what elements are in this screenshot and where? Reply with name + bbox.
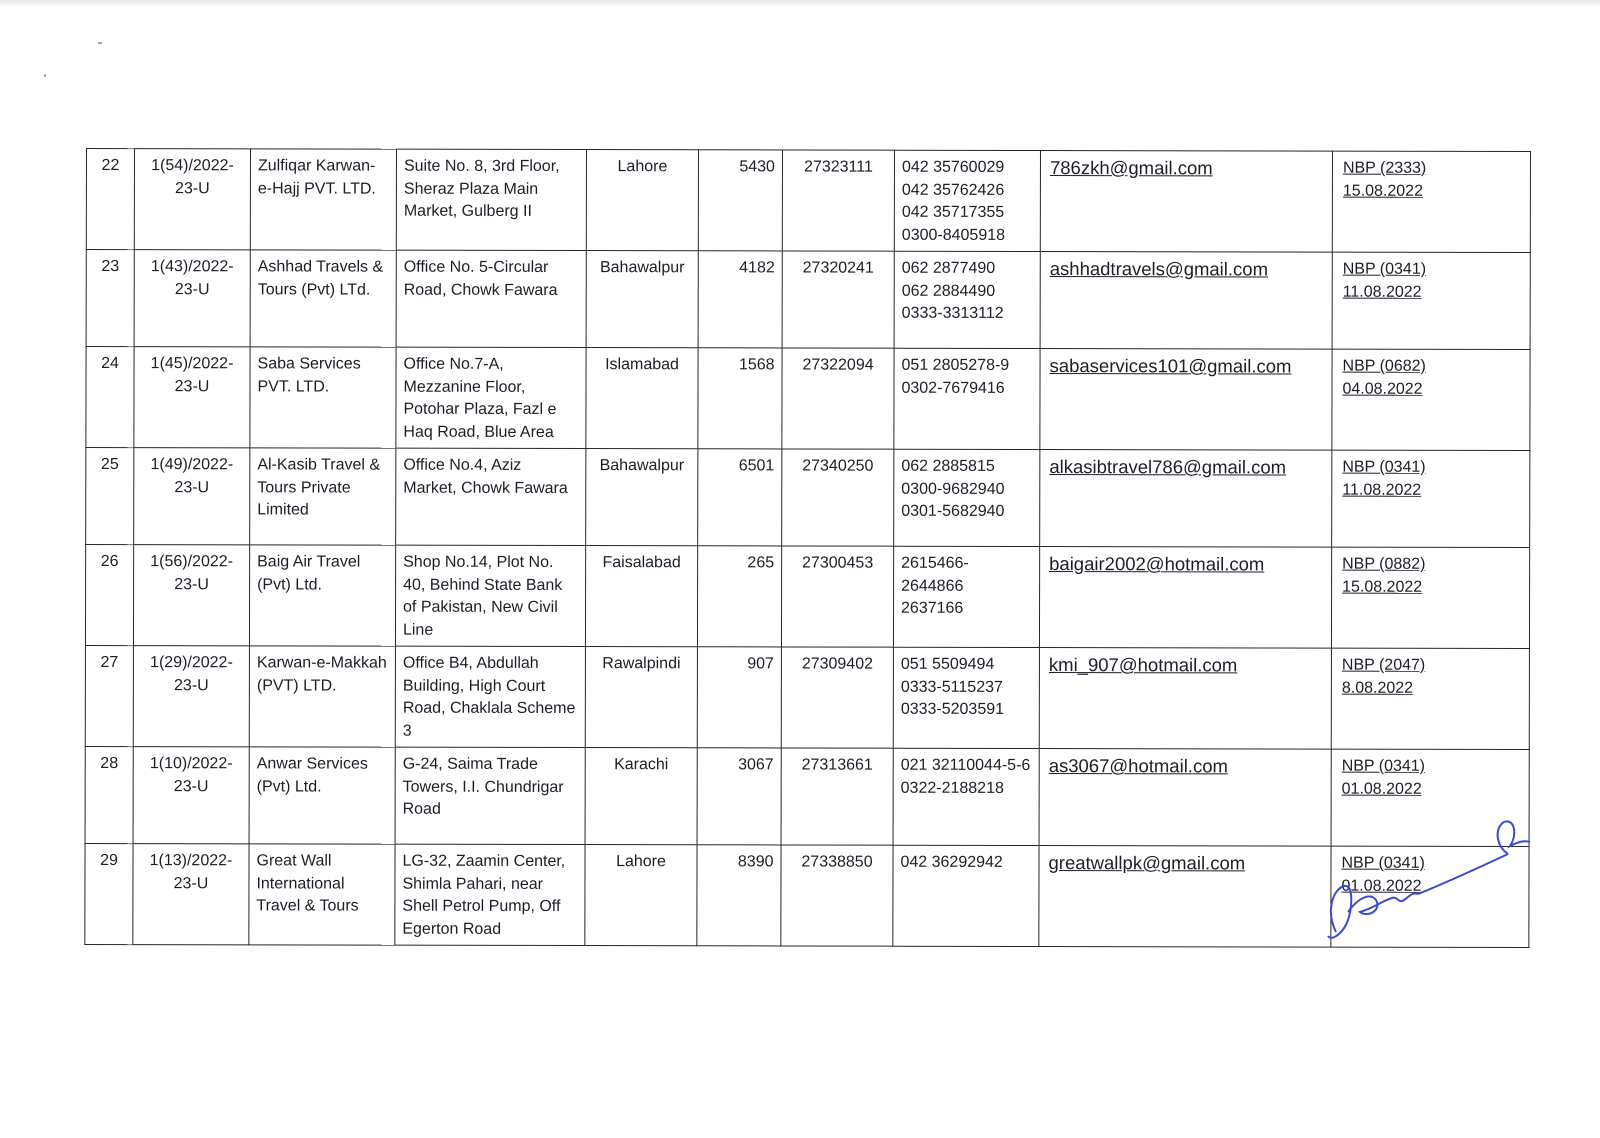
city-cell: Faisalabad: [585, 546, 697, 647]
phone-number: 062 2885815: [901, 457, 995, 475]
table-body: [85, 149, 1531, 948]
code-cell: 27338850: [781, 845, 893, 946]
city-cell: Lahore: [585, 845, 697, 946]
bank-branch: NBP (0341): [1342, 260, 1427, 278]
table-row: [85, 843, 1529, 947]
phone-number: 2644866: [901, 577, 964, 595]
file-number-cell: 1(54)/2022-23-U: [134, 149, 250, 250]
address-cell: Suite No. 8, 3rd Floor, Sheraz Plaza Main Market, Gulberg II: [396, 149, 586, 250]
phone-number: 2615466-: [901, 554, 969, 572]
deposit-date: 01.08.2022: [1341, 877, 1422, 895]
bank-branch: NBP (0341): [1341, 854, 1425, 872]
bank-cell: [1331, 648, 1529, 749]
phone-number: 0301-5682940: [901, 502, 1005, 520]
table-row: [85, 645, 1529, 749]
phones-cell: [894, 449, 1040, 546]
company-cell: Karwan-e-Makkah (PVT) LTD.: [249, 646, 395, 747]
file-number-cell: 1(10)/2022-23-U: [133, 747, 249, 844]
city-cell: Karachi: [585, 748, 697, 845]
phones-cell: [894, 251, 1040, 348]
license-cell: 6501: [698, 449, 782, 546]
email-link[interactable]: 786zkh@gmail.com: [1049, 157, 1213, 179]
table-row: [86, 347, 1530, 451]
table-row: [86, 149, 1530, 253]
email-link[interactable]: ashhadtravels@gmail.com: [1049, 258, 1269, 280]
phone-number: 042 36292942: [900, 853, 1003, 871]
email-link[interactable]: baigair2002@hotmail.com: [1049, 553, 1265, 575]
address-cell: Office No.7-A, Mezzanine Floor, Potohar Plaza, Fazl e Haq Road, Blue Area: [396, 347, 586, 448]
license-cell: 3067: [697, 748, 781, 845]
bank-branch: NBP (0882): [1342, 555, 1426, 573]
phones-cell: [893, 845, 1039, 946]
license-cell: 5430: [698, 150, 782, 251]
phones-cell: [893, 546, 1039, 647]
city-cell: Islamabad: [586, 348, 698, 449]
file-number-cell: 1(13)/2022-23-U: [133, 844, 249, 945]
email-cell: [1040, 251, 1332, 349]
email-cell: [1039, 647, 1331, 749]
address-cell: Office No.4, Aziz Market, Chowk Fawara: [396, 448, 586, 545]
company-cell: Al-Kasib Travel & Tours Private Limited: [250, 448, 396, 545]
code-cell: 27323111: [782, 150, 894, 251]
code-cell: 27309402: [781, 647, 893, 748]
code-cell: 27322094: [782, 348, 894, 449]
license-cell: 1568: [698, 348, 782, 449]
phone-number: 021 32110044-5-6: [900, 756, 1031, 774]
company-cell: Zulfiqar Karwan-e-Hajj PVT. LTD.: [250, 149, 396, 250]
serial-cell: 27: [85, 645, 133, 746]
email-cell: [1039, 546, 1331, 648]
bank-branch: NBP (2047): [1341, 656, 1426, 674]
phone-number: 062 2884490: [901, 282, 996, 300]
email-link[interactable]: as3067@hotmail.com: [1048, 755, 1228, 777]
city-cell: Lahore: [586, 150, 698, 251]
scan-speck: [44, 74, 46, 77]
file-number-cell: 1(45)/2022-23-U: [134, 347, 250, 448]
email-link[interactable]: sabaservices101@gmail.com: [1049, 355, 1292, 377]
phone-number: 042 35762426: [901, 181, 1005, 199]
code-cell: 27320241: [782, 251, 894, 348]
bank-cell: [1331, 547, 1529, 648]
code-cell: 27313661: [781, 748, 893, 845]
bank-branch: NBP (2333): [1342, 159, 1427, 177]
phone-number: 0300-9682940: [901, 480, 1005, 498]
deposit-date: 04.08.2022: [1342, 380, 1423, 398]
signature-icon: [1318, 812, 1538, 962]
file-number-cell: 1(49)/2022-23-U: [134, 448, 250, 545]
code-cell: 27300453: [781, 546, 893, 647]
company-cell: Great Wall International Travel & Tours: [249, 844, 395, 945]
table-row: [85, 746, 1529, 846]
agency-table: [84, 148, 1531, 948]
city-cell: Bahawalpur: [586, 251, 698, 348]
email-cell: [1040, 449, 1332, 547]
phone-number: 062 2877490: [901, 259, 996, 277]
phone-number: 0302-7679416: [901, 379, 1005, 397]
phones-cell: [893, 748, 1039, 845]
email-link[interactable]: greatwallpk@gmail.com: [1048, 852, 1246, 874]
company-cell: Ashhad Travels & Tours (Pvt) LTd.: [250, 250, 396, 347]
address-cell: LG-32, Zaamin Center, Shimla Pahari, near Shell Petrol Pump, Off Egerton Road: [395, 844, 585, 945]
address-cell: Office No. 5-Circular Road, Chowk Fawara: [396, 250, 586, 347]
phones-cell: [894, 348, 1040, 449]
file-number-cell: 1(56)/2022-23-U: [133, 545, 249, 646]
license-cell: 907: [697, 647, 781, 748]
phones-cell: [894, 150, 1040, 251]
serial-cell: 25: [86, 448, 134, 545]
email-link[interactable]: kmi_907@hotmail.com: [1048, 654, 1238, 676]
address-cell: G-24, Saima Trade Towers, I.I. Chundrigar Road: [395, 747, 585, 844]
deposit-date: 8.08.2022: [1341, 679, 1414, 697]
bank-cell: [1332, 450, 1530, 547]
phone-number: 0322-2188218: [900, 779, 1004, 797]
phone-number: 0333-5115237: [900, 678, 1003, 696]
deposit-date: 15.08.2022: [1342, 182, 1424, 200]
bank-branch: NBP (0341): [1341, 757, 1426, 775]
email-cell: [1040, 348, 1332, 450]
license-cell: 8390: [697, 845, 781, 946]
serial-cell: 24: [86, 347, 134, 448]
deposit-date: 15.08.2022: [1342, 578, 1423, 596]
serial-cell: 29: [85, 843, 133, 944]
phone-number: 2637166: [901, 599, 964, 617]
phones-cell: [893, 647, 1039, 748]
phone-number: 0333-3313112: [901, 304, 1004, 322]
bank-branch: NBP (0341): [1342, 458, 1426, 476]
file-number-cell: 1(29)/2022-23-U: [133, 646, 249, 747]
city-cell: Rawalpindi: [585, 647, 697, 748]
table-row: [85, 545, 1529, 649]
serial-cell: 26: [85, 545, 133, 646]
bank-cell: [1332, 252, 1530, 349]
deposit-date: 11.08.2022: [1342, 283, 1422, 301]
email-cell: [1040, 150, 1332, 252]
email-link[interactable]: alkasibtravel786@gmail.com: [1049, 456, 1287, 478]
bank-branch: NBP (0682): [1342, 357, 1426, 375]
deposit-date: 01.08.2022: [1341, 780, 1422, 798]
phone-number: 0333-5203591: [900, 700, 1005, 718]
file-number-cell: 1(43)/2022-23-U: [134, 250, 250, 347]
phone-number: 042 35760029: [901, 158, 1005, 176]
table-row: [86, 250, 1530, 350]
phone-number: 051 5509494: [900, 655, 995, 673]
phone-number: 042 35717355: [901, 203, 1005, 221]
serial-cell: 23: [86, 250, 134, 347]
email-cell: [1039, 748, 1331, 846]
email-cell: [1039, 845, 1331, 947]
scan-edge: [0, 0, 1600, 8]
license-cell: 4182: [698, 251, 782, 348]
phone-number: 051 2805278-9: [901, 356, 1010, 374]
address-cell: Office B4, Abdullah Building, High Court Road, Chaklala Scheme 3: [395, 646, 585, 747]
bank-cell: [1332, 349, 1530, 450]
serial-cell: 22: [86, 149, 134, 250]
bank-cell: [1332, 151, 1530, 252]
serial-cell: 28: [85, 746, 133, 843]
address-cell: Shop No.14, Plot No. 40, Behind State Bank of Pakistan, New Civil Line: [395, 545, 585, 646]
company-cell: Anwar Services (Pvt) Ltd.: [249, 747, 395, 844]
table-row: [86, 448, 1530, 548]
deposit-date: 11.08.2022: [1342, 481, 1422, 499]
company-cell: Saba Services PVT. LTD.: [250, 347, 396, 448]
scan-speck: [98, 42, 102, 44]
phone-number: 0300-8405918: [901, 226, 1006, 244]
license-cell: 265: [697, 546, 781, 647]
company-cell: Baig Air Travel (Pvt) Ltd.: [249, 545, 395, 646]
city-cell: Bahawalpur: [586, 449, 698, 546]
code-cell: 27340250: [782, 449, 894, 546]
